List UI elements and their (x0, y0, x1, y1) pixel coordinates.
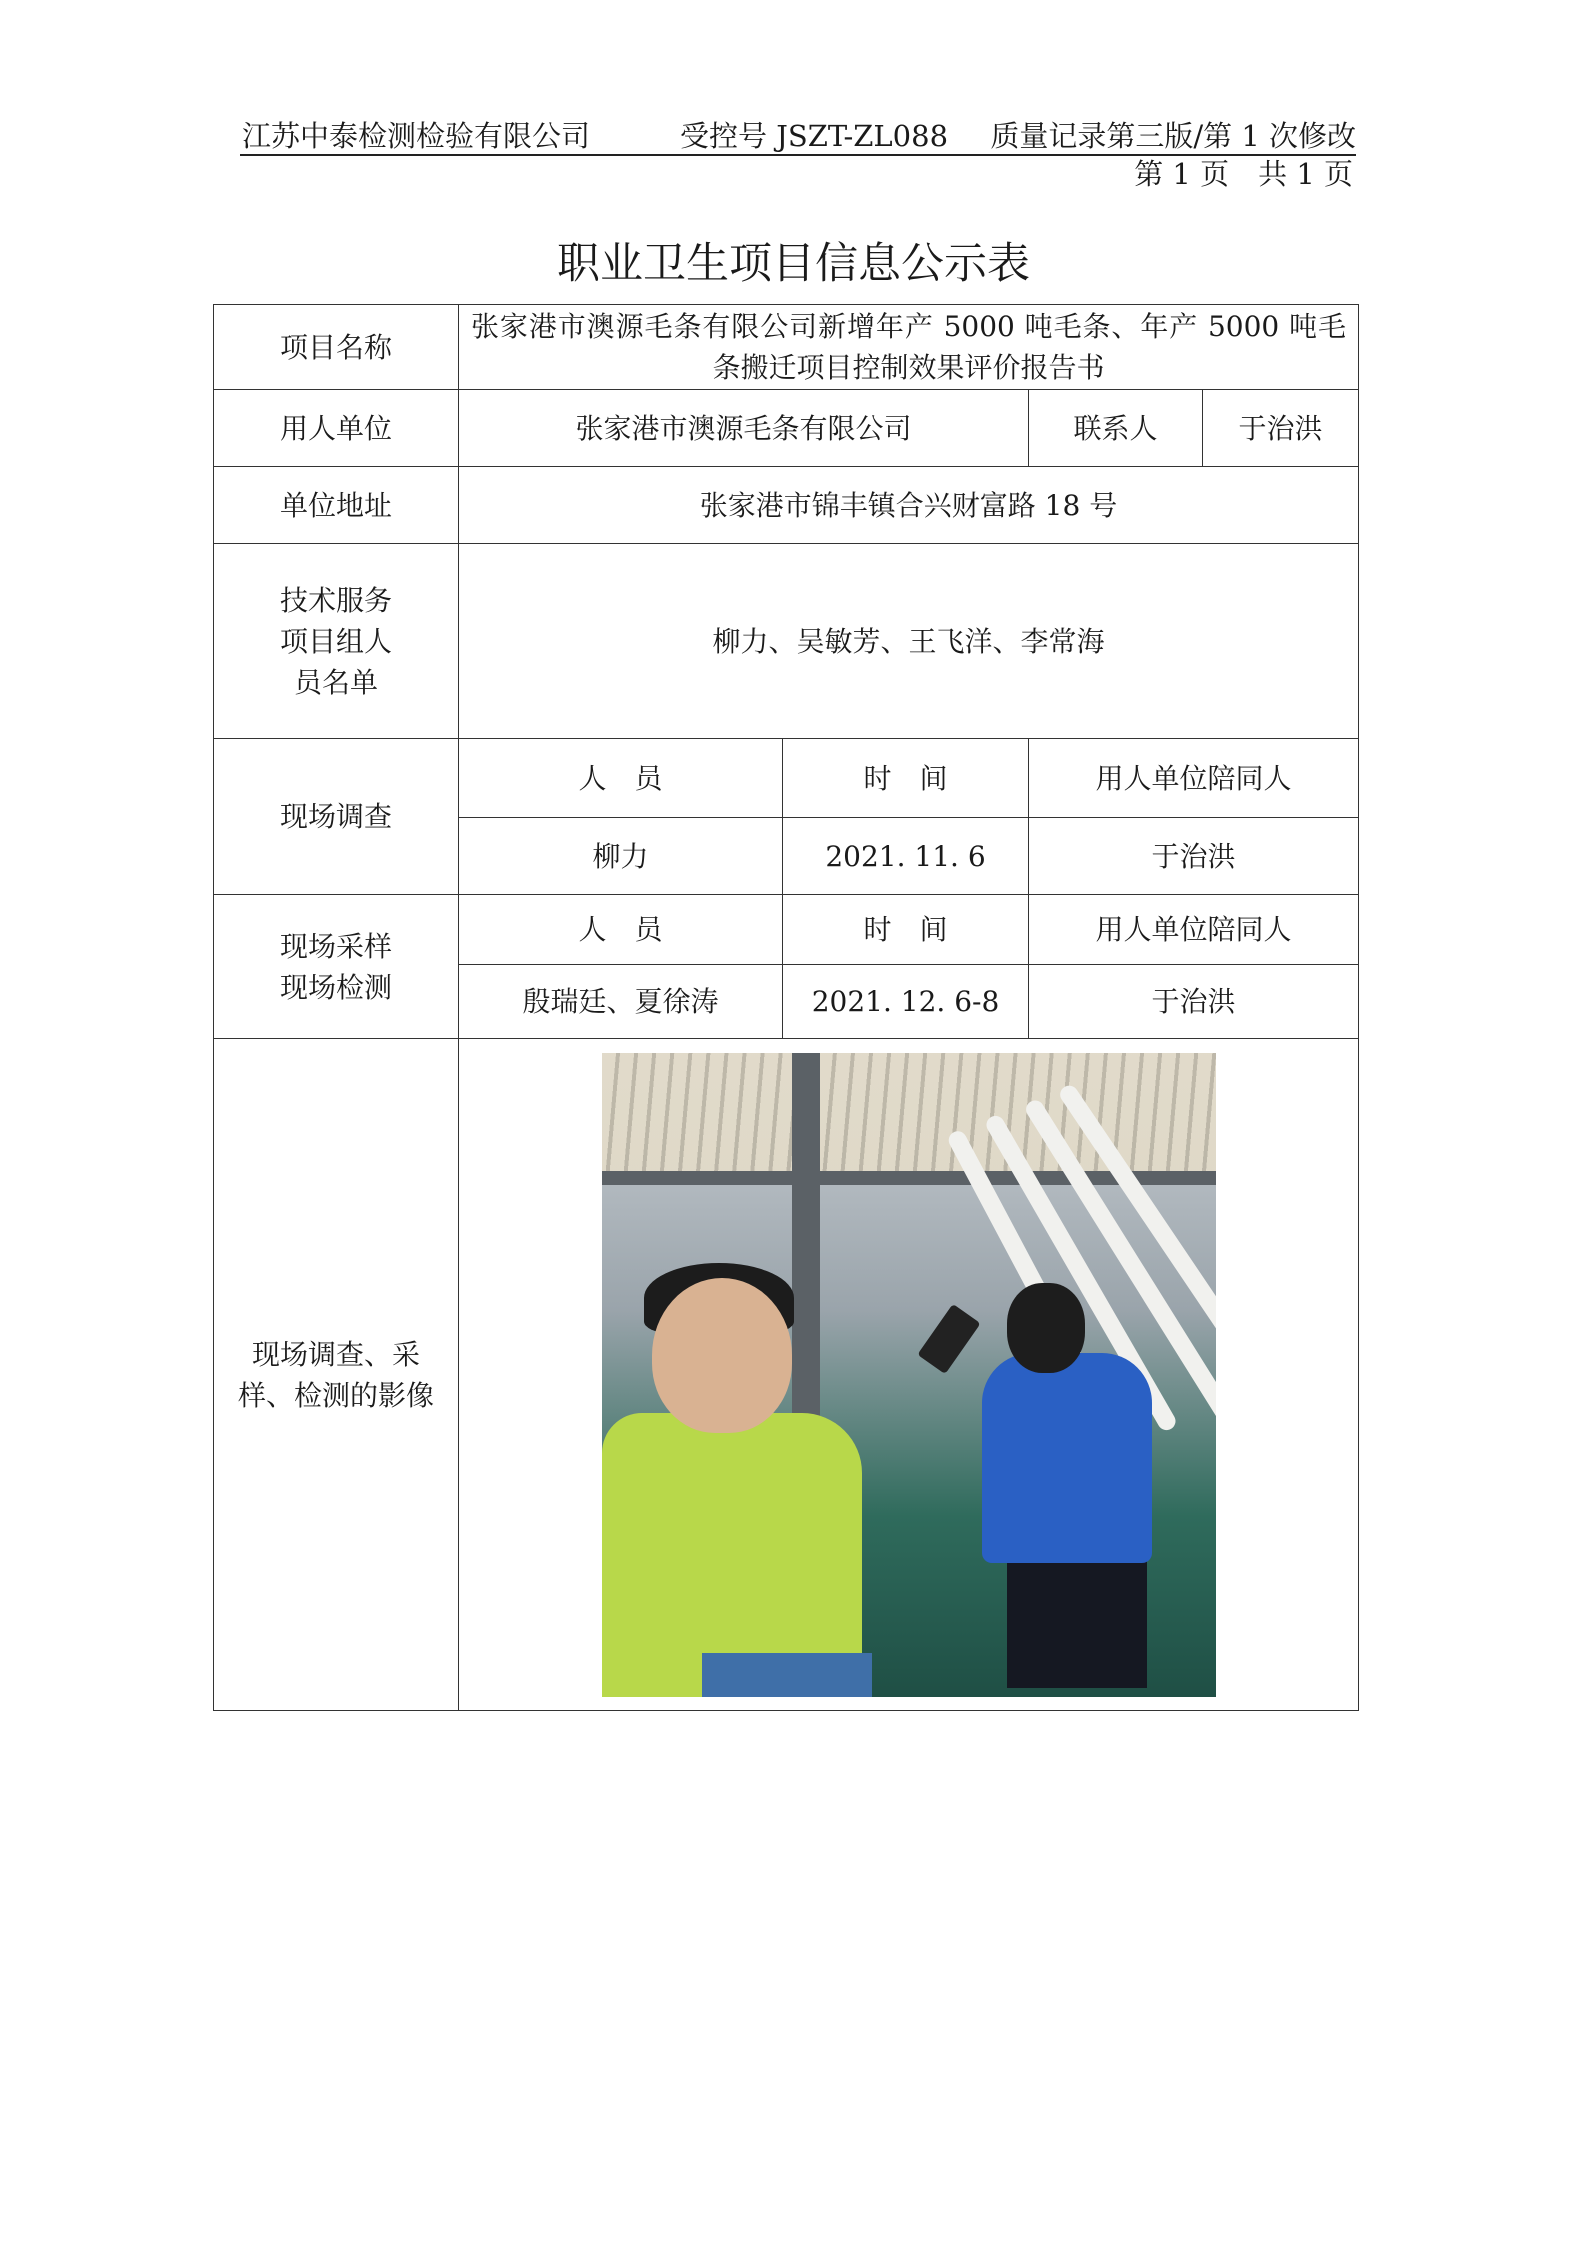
table-row (214, 1039, 1359, 1711)
project-name-label: 项目名称 (214, 305, 459, 390)
contact-value: 于治洪 (1203, 390, 1359, 467)
contact-label: 联系人 (1029, 390, 1203, 467)
address-label: 单位地址 (214, 467, 459, 544)
survey-time: 2021. 11. 6 (783, 818, 1029, 895)
page-header (240, 112, 1356, 156)
table-row (214, 895, 1359, 965)
sampling-header-companion: 用人单位陪同人 (1029, 895, 1359, 965)
sampling-person: 殷瑞廷、夏徐涛 (459, 965, 783, 1039)
sampling-header-person: 人 员 (459, 895, 783, 965)
team-value: 柳力、吴敏芳、王飞洋、李常海 (459, 544, 1359, 739)
photo-cell (459, 1039, 1359, 1711)
company-name: 江苏中泰检测检验有限公司 (242, 119, 591, 153)
document-title: 职业卫生项目信息公示表 (557, 239, 1030, 289)
sampling-companion: 于治洪 (1029, 965, 1359, 1039)
team-label: 技术服务项目组人员名单 (214, 544, 459, 739)
table-row (214, 305, 1359, 390)
table-row (214, 544, 1359, 739)
sampling-label: 现场采样现场检测 (214, 895, 459, 1039)
table-row (214, 739, 1359, 818)
employer-value: 张家港市澳源毛条有限公司 (459, 390, 1029, 467)
site-photo (602, 1053, 1216, 1697)
employer-label: 用人单位 (214, 390, 459, 467)
table-row (214, 467, 1359, 544)
control-number: 受控号 JSZT-ZL088 (680, 119, 949, 153)
record-version: 质量记录第三版/第 1 次修改 (990, 119, 1356, 153)
survey-label: 现场调查 (214, 739, 459, 895)
survey-header-time: 时 间 (783, 739, 1029, 818)
survey-companion: 于治洪 (1029, 818, 1359, 895)
info-table (213, 304, 1359, 1711)
sampling-header-time: 时 间 (783, 895, 1029, 965)
photo-label: 现场调查、采样、检测的影像 (214, 1039, 459, 1711)
project-name-value: 张家港市澳源毛条有限公司新增年产 5000 吨毛条、年产 5000 吨毛条搬迁项目控制效果评价报告书 (459, 305, 1359, 390)
survey-header-person: 人 员 (459, 739, 783, 818)
address-value: 张家港市锦丰镇合兴财富路 18 号 (459, 467, 1359, 544)
sampling-time: 2021. 12. 6-8 (783, 965, 1029, 1039)
table-row (214, 390, 1359, 467)
survey-header-companion: 用人单位陪同人 (1029, 739, 1359, 818)
page-number: 第 1 页 共 1 页 (1134, 157, 1353, 191)
survey-person: 柳力 (459, 818, 783, 895)
